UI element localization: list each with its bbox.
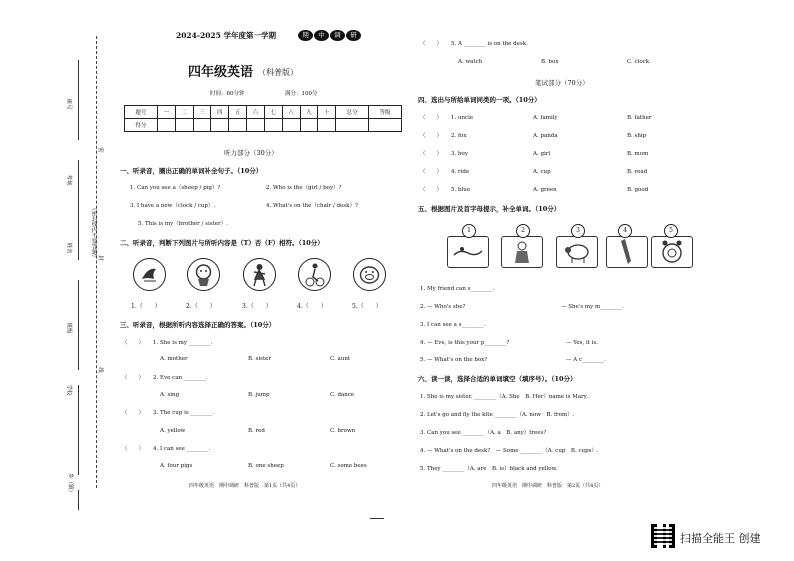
time-label: 时间：60分钟 — [210, 91, 245, 97]
s4-word: 3. boy — [451, 151, 468, 157]
s4-option: B. mom — [627, 151, 649, 157]
score-value-row: 得分 — [125, 119, 402, 132]
s3-stem-3: 3. The cup is ________. — [153, 410, 215, 416]
s5-item-2: 2. — Who's she? — [420, 304, 466, 310]
s6-item-2: 2. Let's go and fly the kite ________（A. now B. from）. — [420, 412, 575, 418]
tf-answer-3: 3.（ ） — [242, 303, 272, 310]
s3-option: B. one sheep — [248, 463, 284, 469]
score-header-row: 题号 一 二 三 四 五 六 七 八 九 十 总分 等级 — [125, 106, 402, 119]
s3-stem-5: 5. A ________ is on the desk. — [451, 41, 528, 47]
s4-option: A. green — [533, 187, 557, 193]
exam-no-label: 座号 — [65, 98, 72, 110]
subject-title: 四年级英语 — [188, 65, 254, 80]
full-score-label: 满分：100分 — [285, 91, 318, 97]
s3-option: C. brown — [330, 428, 356, 434]
listening-heading: 听力部分（30分） — [224, 149, 278, 157]
s1-item-2: 2. Who is the（girl / boy）? — [266, 185, 342, 191]
s3-option: A. mother — [160, 356, 188, 362]
school-label: 学校 — [65, 384, 72, 396]
s1-item-5: 5. This is my（brother / sister）. — [138, 221, 228, 227]
s3-option: C. clock — [627, 59, 650, 65]
s4-paren: （ ） — [420, 115, 443, 121]
s4-option: B. read — [627, 169, 648, 175]
s4-word: 4. ride — [451, 169, 470, 175]
exam-title: 2024-2025 学年度第一学期 — [176, 31, 276, 40]
edition-label: （科普版） — [258, 68, 298, 77]
binding-blank — [78, 490, 79, 510]
s5-item-4: 4. — Eve, is this your p________? — [420, 340, 510, 346]
binding-blank — [78, 60, 79, 140]
s4-option: A. family — [533, 115, 558, 121]
picture-clock — [651, 236, 693, 268]
footer-page-1: 四年级英语 期中调研 科普版 第1页（共4页） — [189, 483, 301, 489]
seal-mi: 密 — [96, 147, 103, 153]
midterm-badge: 期 中 调 研 — [298, 30, 361, 41]
seal-line — [96, 36, 97, 488]
s5-item-4-answer: — Yes, it is. — [566, 340, 599, 346]
s4-option: A. girl — [533, 151, 551, 157]
s6-item-1: 1. She is my sister. ________（A. She B. Her）name is Mary. — [420, 394, 588, 400]
picture-number-1: 1 — [462, 224, 476, 238]
s3-option: A. watch — [458, 59, 483, 65]
s3-option: B. red — [248, 428, 265, 434]
township-label: 乡（镇） — [67, 472, 74, 496]
s3-stem-1: 1. She is my ________. — [153, 340, 213, 346]
picture-bird — [133, 258, 166, 291]
section-4-title: 四、选出与所给单词同类的一项。（10分） — [418, 96, 541, 104]
picture-pen — [606, 236, 648, 268]
qr-code-icon — [651, 524, 675, 548]
s4-paren: （ ） — [420, 169, 443, 175]
s5-item-1: 1. My friend can s________. — [420, 286, 495, 292]
s4-paren: （ ） — [420, 133, 443, 139]
s4-option: B. ship — [627, 133, 647, 139]
s3-stem-2: 2. Eve can ________. — [153, 375, 208, 381]
score-table — [124, 105, 402, 132]
picture-number-3: 3 — [571, 224, 585, 238]
s3-option: B. jump — [248, 392, 270, 398]
picture-sheep — [556, 236, 598, 268]
s3-paren-1: （ ） — [122, 340, 145, 346]
s1-item-3: 3. I have a new（clock / cup）. — [130, 203, 216, 209]
s4-option: A. cup — [533, 169, 551, 175]
s4-option: B. father — [627, 115, 652, 121]
exam-room-label: 考场 — [65, 174, 72, 186]
s3-option: B. sister — [248, 356, 272, 362]
scanner-watermark: 扫描全能王 创建 — [680, 532, 761, 545]
s3-paren-4: （ ） — [122, 446, 145, 452]
divider — [370, 518, 384, 519]
s3-option: C. some bees — [330, 463, 367, 469]
name-label: 姓名 — [65, 242, 72, 254]
section-3-title: 三、听录音，根据所听内容选择正确的答案。（10分） — [120, 321, 276, 329]
s3-option: A. four pigs — [160, 463, 193, 469]
s5-item-2-answer: — She's my m________. — [561, 304, 624, 310]
s4-paren: （ ） — [420, 187, 443, 193]
s5-item-3: 3. I can see a s________. — [420, 322, 486, 328]
s4-word: 1. uncle — [451, 115, 474, 121]
s3-option: C. aunt — [330, 356, 351, 362]
class-label: 班级 — [65, 322, 72, 334]
binding-blank — [78, 280, 79, 370]
binding-blank — [78, 160, 79, 260]
picture-number-5: 5 — [664, 224, 678, 238]
s3-option: A. sing — [160, 392, 180, 398]
s4-option: B. good — [627, 187, 649, 193]
seal-feng: 封 — [96, 255, 103, 261]
binding-blank — [78, 385, 79, 475]
s3-option: C. dance — [330, 392, 355, 398]
s4-paren: （ ） — [420, 151, 443, 157]
tf-answer-5: 5.（ ） — [352, 303, 382, 310]
s1-item-1: 1. Can you see a（sheep / pig）? — [130, 185, 221, 191]
s4-option: A. panda — [533, 133, 558, 139]
section-6-title: 六、读一读，选择合适的单词填空（填序号）。（10分） — [418, 375, 577, 383]
tf-answer-1: 1.（ ） — [131, 303, 161, 310]
tf-answer-4: 4.（ ） — [297, 303, 327, 310]
picture-dancer — [243, 258, 276, 291]
picture-swim — [447, 236, 489, 268]
s3-paren-5: （ ） — [420, 41, 443, 47]
written-heading: 笔试部分（70分） — [535, 79, 589, 87]
picture-monkey — [187, 258, 220, 291]
s3-paren-3: （ ） — [122, 410, 145, 416]
s3-option: A. yellow — [160, 428, 186, 434]
seal-xian: 线 — [96, 367, 103, 373]
s6-item-5: 5. They ________（A. are B. is）black and yellow. — [420, 466, 558, 472]
s5-item-5: 5. — What's on the box? — [420, 357, 488, 363]
s3-stem-4: 4. I can see ________. — [153, 446, 211, 452]
s5-item-5-answer: — A c________. — [566, 357, 606, 363]
picture-mother — [501, 236, 543, 268]
s4-word: 5. blue — [451, 187, 471, 193]
picture-number-2: 2 — [516, 224, 530, 238]
s3-option: B. box — [541, 59, 559, 65]
s6-item-4: 4. — What's on the desk? — Some ________（A. cup B. cups）. — [420, 448, 599, 454]
section-2-title: 二、听录音，判断下列图片与所听内容是（T）否（F）相符。（10分） — [120, 239, 324, 247]
section-1-title: 一、听录音，圈出正确的单词补全句子。（10分） — [120, 167, 263, 175]
seal-note: （密封线内不要答题） — [90, 205, 97, 260]
s1-item-4: 4. What's on the（chair / desk）? — [266, 203, 358, 209]
section-5-title: 五、根据图片及首字母提示，补全单词。（10分） — [418, 205, 561, 213]
picture-number-4: 4 — [618, 224, 632, 238]
footer-page-2: 四年级英语 期中调研 科普版 第2页（共4页） — [492, 483, 604, 489]
s3-paren-2: （ ） — [122, 375, 145, 381]
picture-pig — [353, 258, 386, 291]
tf-answer-2: 2.（ ） — [186, 303, 216, 310]
s4-word: 2. fox — [451, 133, 467, 139]
picture-cyclist — [298, 258, 331, 291]
s6-item-3: 3. Can you see ________（A. a B. any）trees? — [420, 430, 547, 436]
